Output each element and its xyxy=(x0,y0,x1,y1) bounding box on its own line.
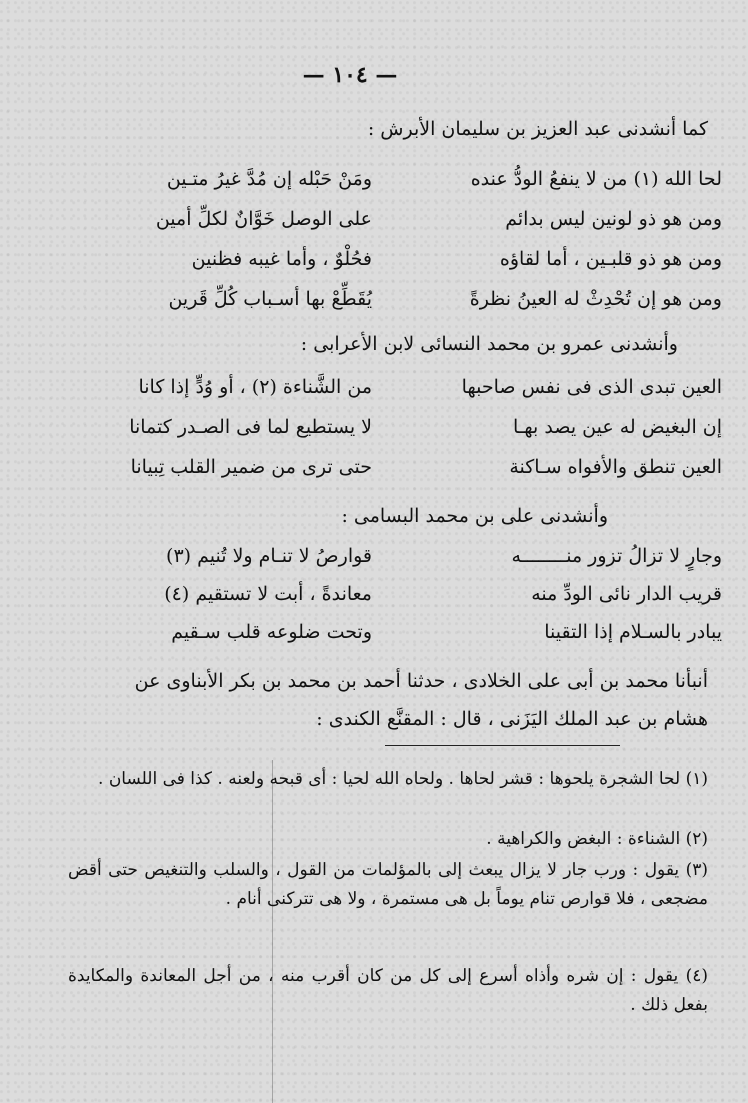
verse-first-hemistich: يبادر بالسـلام إذا التقينا xyxy=(544,621,722,643)
verse-4 xyxy=(22,288,722,322)
intro-line-1: كما أنشدنى عبد العزيز بن سليمان الأبرش : xyxy=(367,118,708,140)
verse-second-hemistich: وتحت ضلوعه قلب سـقيم xyxy=(171,621,372,643)
verse-second-hemistich: ومَنْ حَبْله إن مُدَّ غيرُ متـين xyxy=(166,168,372,190)
verse-second-hemistich: معاندةً ، أبت لا تستقيم (٤) xyxy=(164,583,372,605)
footnote-4: (٤) يقول : إن شره وأذاه أسرع إلى كل من كان أقرب منه ، من أجل المعاندة والمكايدة بفعل ذلك . xyxy=(68,966,708,1015)
verse-8 xyxy=(22,545,722,579)
verse-first-hemistich: قريب الدار نائى الودِّ منه xyxy=(531,583,722,605)
verse-first-hemistich: ومن هو إن تُحْدِثْ له العينُ نظرةً xyxy=(469,288,722,310)
verse-6 xyxy=(22,416,722,450)
isnad-line-1: أنبأنا محمد بن أبى على الخلادى ، حدثنا أحمد بن محمد بن بكر الأبناوى عن xyxy=(134,670,708,692)
verse-second-hemistich: حتى ترى من ضمير القلب تِبيانا xyxy=(130,456,372,478)
verse-first-hemistich: لحا الله (١) من لا ينفعُ الودُّ عنده xyxy=(470,168,722,190)
verse-second-hemistich: لا يستطيع لما فى الصـدر كتمانا xyxy=(129,416,372,438)
page-fold-line xyxy=(272,760,273,1103)
verse-second-hemistich: فحُلْوٌ ، وأما غيبه فظنين xyxy=(191,248,372,270)
verse-10 xyxy=(22,621,722,655)
intro-line-3: وأنشدنى على بن محمد البسامى : xyxy=(341,505,608,527)
verse-7 xyxy=(22,456,722,490)
footnote-3: (٣) يقول : ورب جار لا يزال يبعث إلى بالمؤلمات من القول ، والسلب والتنغيص حتى أقض مضجعى ، فلا قوارص تنام يوماً بل هى مستمرة ، ولا هى تتركنى أنام . xyxy=(68,860,708,909)
verse-2 xyxy=(22,208,722,242)
verse-second-hemistich: على الوصل خَوَّانٌ لكلِّ أمين xyxy=(155,208,372,230)
footnote-1: (١) لحا الشجرة يلحوها : قشر لحاها . ولحاه الله لحيا : أى قبحه ولعنه . كذا فى اللسان . xyxy=(98,769,708,789)
verse-first-hemistich: ومن هو ذو قلبـين ، أما لقاؤه xyxy=(499,248,722,270)
verse-second-hemistich: قوارصُ لا تنـام ولا تُنيم (٣) xyxy=(166,545,372,567)
verse-first-hemistich: إن البغيض له عين يصد بهـا xyxy=(512,416,722,438)
footnote-2: (٢) الشناءة : البغض والكراهية . xyxy=(486,829,708,849)
verse-3 xyxy=(22,248,722,282)
verse-second-hemistich: يُقَطِّعْ بها أسـباب كُلِّ قَرين xyxy=(168,288,372,310)
verse-second-hemistich: من الشَّناءة (٢) ، أو وُدٍّ إذا كانا xyxy=(138,376,372,398)
verse-first-hemistich: ومن هو ذو لونين ليس بدائم xyxy=(505,208,722,230)
verse-first-hemistich: وجارٍ لا تزالُ تزور منــــــــه xyxy=(511,545,722,567)
verse-first-hemistich: العين تبدى الذى فى نفس صاحبها xyxy=(461,376,722,398)
page-number: — ١٠٤ — xyxy=(302,62,398,88)
verse-1 xyxy=(22,168,722,202)
verse-first-hemistich: العين تنطق والأفواه سـاكنة xyxy=(509,456,722,478)
footnote-separator xyxy=(385,745,620,746)
isnad-line-2: هشام بن عبد الملك اليَزَنى ، قال : المقنَّع الكندى : xyxy=(316,708,708,730)
intro-line-2: وأنشدنى عمرو بن محمد النسائى لابن الأعرابى : xyxy=(300,333,678,355)
verse-5 xyxy=(22,376,722,410)
verse-9 xyxy=(22,583,722,617)
